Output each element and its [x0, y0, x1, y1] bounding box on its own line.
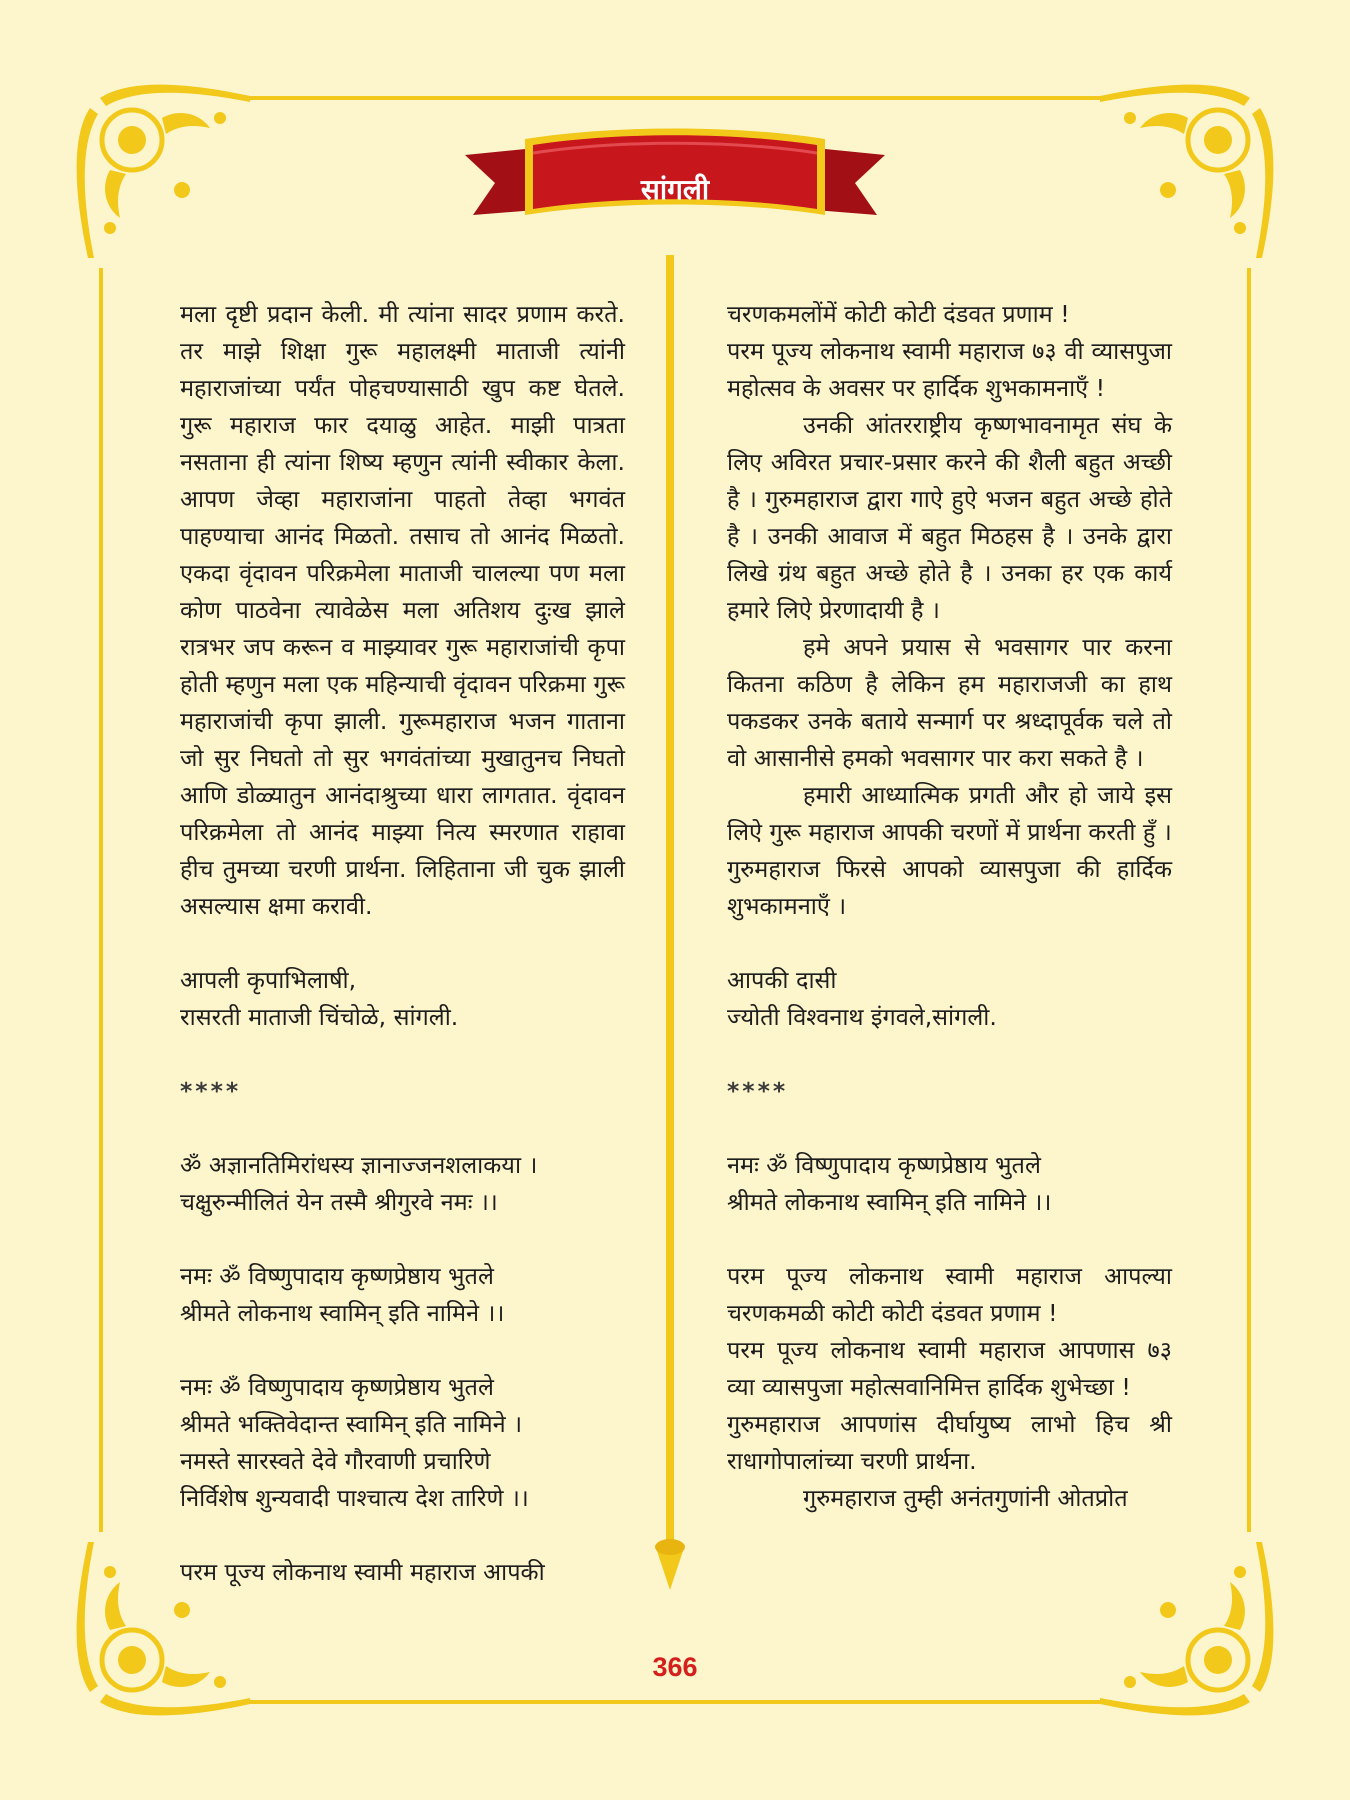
right-signoff-line-1: आपकी दासी: [727, 966, 837, 994]
right-paragraph-7: परम पूज्य लोकनाथ स्वामी महाराज आपणास ७३ व्या व्यासपुजा महोत्सवानिमित्त हार्दिक शुभेच्छा !: [727, 1336, 1172, 1401]
border-left-line: [99, 268, 103, 1532]
right-paragraph-5: गुरुमहाराज फिरसे आपको व्यासपुजा की हार्दिक शुभकामनाएँ ।: [727, 855, 1172, 920]
left-verse3-line4: निर्विशेष शुन्यवादी पाश्चात्य देश तारिणे ।।: [180, 1484, 529, 1512]
left-column: [180, 296, 625, 1591]
border-top-line: [248, 96, 1102, 100]
right-paragraph-3: हमे अपने प्रयास से भवसागर पार करना कितना कठिण है लेकिन हम महाराजजी का हाथ पकडकर उनके बताये सन्मार्ग पर श्रध्दापूर्वक चले तो वो आसानीसे हमको भवसागर पार करा सकते है ।: [727, 633, 1172, 772]
right-signoff-line-2: ज्योती विश्वनाथ इंगवले,सांगली.: [727, 1003, 997, 1031]
right-paragraph-6: परम पूज्य लोकनाथ स्वामी महाराज आपल्या चरणकमळी कोटी कोटी दंडवत प्रणाम !: [727, 1262, 1172, 1327]
border-right-line: [1247, 268, 1251, 1532]
border-bottom-line: [248, 1700, 1102, 1704]
right-opening-line: चरणकमलोंमें कोटी कोटी दंडवत प्रणाम !: [727, 300, 1070, 328]
left-verse3-line2: श्रीमते भक्तिवेदान्त स्वामिन् इति नामिने ।: [180, 1410, 523, 1438]
left-verse3-line3: नमस्ते सारस्वते देवे गौरवाणी प्रचारिणे: [180, 1447, 491, 1475]
right-verse-line1: नमः ॐ विष्णुपादाय कृष्णप्रेष्ठाय भुतले: [727, 1151, 1041, 1179]
left-paragraph-1: मला दृष्टी प्रदान केली. मी त्यांना सादर प्रणाम करते. तर माझे शिक्षा गुरू महालक्ष्मी माताजी त्यांनी महाराजांच्या पर्यंत पोहचण्यासाठी खुप कष्ट घेतले. गुरू महाराज फार दयाळु आहेत. माझी पात्रता नसताना ही त्यांना शिष्य म्हणुन त्यांनी स्वीकार केला. आपण जेव्हा महाराजांना पाहतो तेव्हा भगवंत पाहण्याचा आनंद मिळतो. तसाच तो आनंद मिळतो. एकदा वृंदावन परिक्रमेला माताजी चालल्या पण मला कोण पाठवेना त्यावेळेस मला अतिशय दुःख झाले रात्रभर जप करून व माझ्यावर गुरू महाराजांची कृपा होती म्हणुन मला एक महिन्याची वृंदावन परिक्रमा गुरू महाराजांची कृपा झाली. गुरूमहाराज भजन गाताना जो सुर निघतो तो सुर भगवंतांच्या मुखातुनच निघतो आणि डोळ्यातुन आनंदाश्रुच्या धारा लागतात. वृंदावन परिक्रमेला तो आनंद माझ्या नित्य स्मरणात राहावा हीच तुमच्या चरणी प्रार्थना. लिहिताना जी चुक झाली असल्यास क्षमा करावी.: [180, 300, 625, 920]
page-number: 366: [652, 1652, 698, 1682]
corner-ornament-top-right-icon: [1080, 78, 1280, 278]
right-verse-line2: श्रीमते लोकनाथ स्वामिन् इति नामिने ।।: [727, 1188, 1052, 1216]
left-section-separator: ****: [180, 1077, 242, 1105]
left-signoff-line-2: रासरती माताजी चिंचोळे, सांगली.: [180, 1003, 459, 1031]
page-title: सांगली: [640, 173, 710, 206]
right-paragraph-9: गुरुमहाराज तुम्ही अनंतगुणांनी ओतप्रोत: [803, 1484, 1128, 1512]
left-verse2-line2: श्रीमते लोकनाथ स्वामिन् इति नामिने ।।: [180, 1299, 505, 1327]
left-verse3-line1: नमः ॐ विष्णुपादाय कृष्णप्रेष्ठाय भुतले: [180, 1373, 494, 1401]
corner-ornament-bottom-right-icon: [1080, 1522, 1280, 1722]
right-paragraph-8: गुरुमहाराज आपणांस दीर्घायुष्य लाभो हिच श्री राधागोपालांच्या चरणी प्रार्थना.: [727, 1410, 1172, 1475]
left-closing-line: परम पूज्य लोकनाथ स्वामी महाराज आपकी: [180, 1558, 545, 1586]
left-verse2-line1: नमः ॐ विष्णुपादाय कृष्णप्रेष्ठाय भुतले: [180, 1262, 494, 1290]
left-signoff-line-1: आपली कृपाभिलाषी,: [180, 966, 357, 994]
right-paragraph-2: उनकी आंतरराष्ट्रीय कृष्णभावनामृत संघ के लिए अविरत प्रचार-प्रसार करने की शैली बहुत अच्छी है । गुरुमहाराज द्वारा गाऐ हुऐ भजन बहुत अच्छे होते है । उनकी आवाज में बहुत मिठहस है । उनके द्वारा लिखे ग्रंथ बहुत अच्छे होते है । उनका हर एक कार्य हमारे लिऐ प्रेरणादायी है ।: [727, 411, 1172, 624]
right-paragraph-4: हमारी आध्यात्मिक प्रगती और हो जाये इस लिऐ गुरू महाराज आपकी चरणों में प्रार्थना करती हुँ ।: [727, 781, 1172, 846]
right-section-separator: ****: [727, 1077, 789, 1105]
left-verse1-line1: ॐ अज्ञानतिमिरांधस्य ज्ञानाज्जनशलाकया ।: [180, 1151, 538, 1179]
corner-ornament-top-left-icon: [70, 78, 270, 278]
left-verse1-line2: चक्षुरुन्मीलितं येन तस्मै श्रीगुरवे नमः ।।: [180, 1188, 498, 1216]
right-column: [727, 296, 1172, 1517]
column-divider: [645, 255, 695, 1595]
right-paragraph-1: परम पूज्य लोकनाथ स्वामी महाराज ७३ वी व्यासपुजा महोत्सव के अवसर पर हार्दिक शुभकामनाएँ !: [727, 337, 1172, 402]
